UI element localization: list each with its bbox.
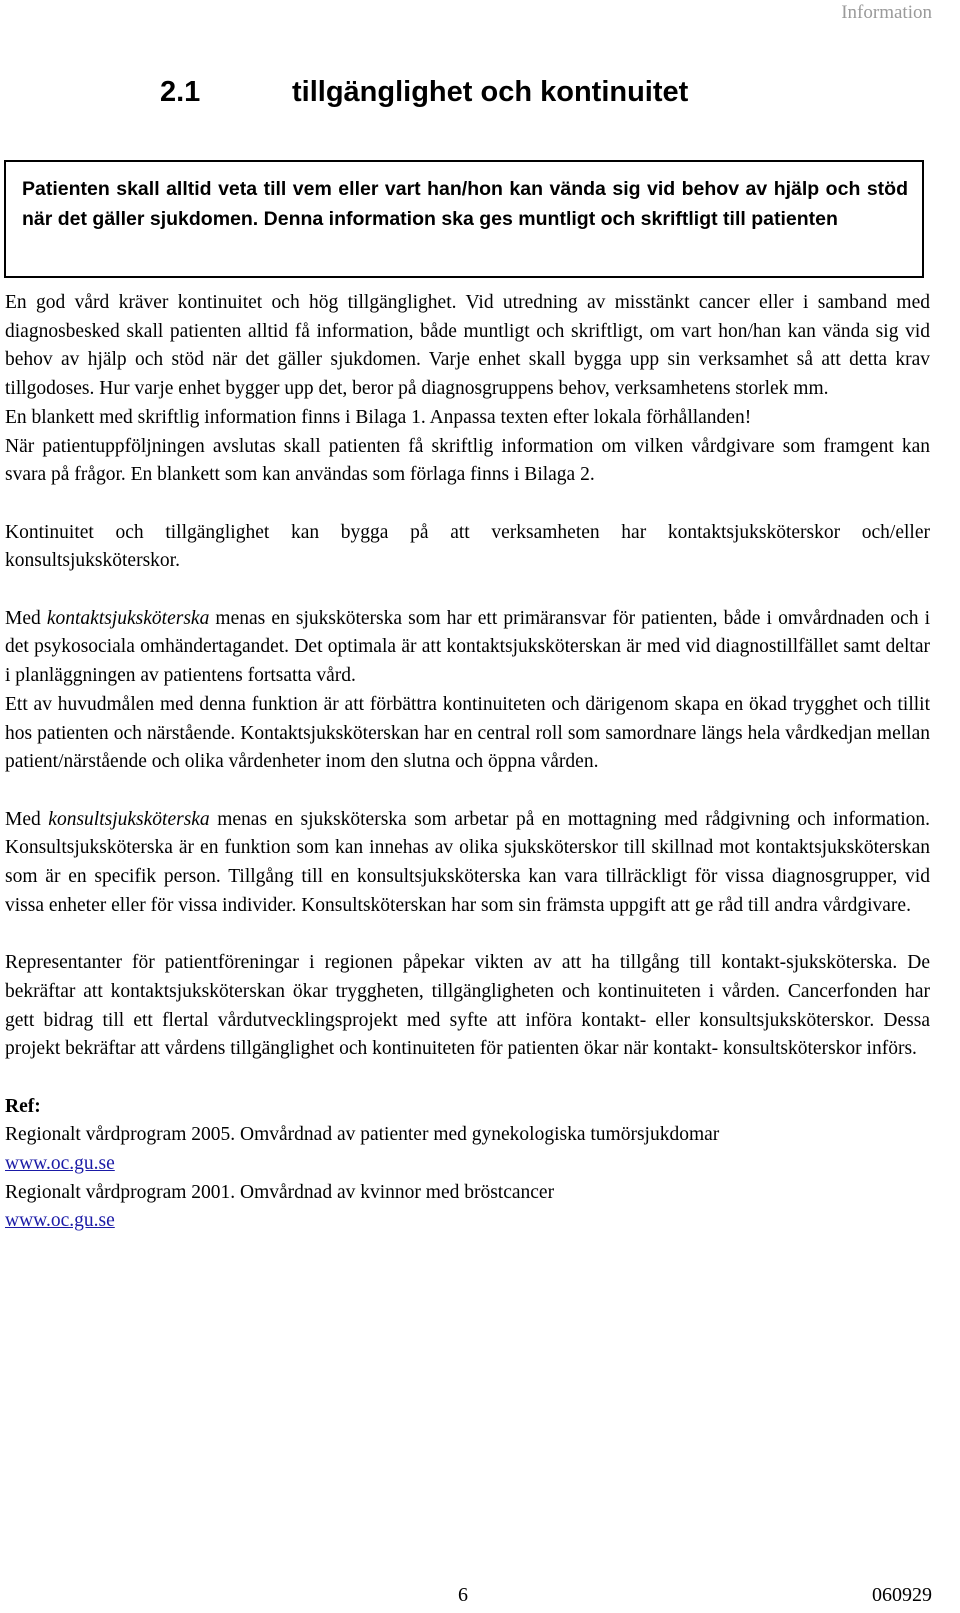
reference-item [5, 1121, 930, 1178]
term-kontaktsjukskoterska: kontaktsjuksköterska [46, 607, 210, 629]
section-number: 2.1 [160, 76, 201, 108]
paragraph: Representanter för patientföreningar i regionen påpekar vikten av att ha tillgång till kontakt-sjuksköterska. De bekräftar att kontaktsjuksköterskan ökar tryggheten, tillgängligheten och kontinuiteten i vården. Cancerfonden har gett bidrag till ett flertal vårdutvecklingsprojekt med syfte att införa kontakt- eller konsultsjuksköterskor. Dessa projekt bekräftar att vårdens tillgänglighet och kontinuiteten för patienten ökar när kontakt- konsultsköterskor införs. [5, 952, 930, 1060]
paragraph: En blankett med skriftlig information finns i Bilaga 1. Anpassa texten efter lokala förhållanden! [5, 406, 752, 428]
header-label: Information [841, 2, 932, 23]
paragraph [5, 605, 930, 691]
references-title: Ref: [5, 1095, 41, 1117]
section-heading [160, 76, 688, 109]
summary-text: Patienten skall alltid veta till vem eller vart han/hon kan vända sig vid behov av hjälp och stöd när det gäller sjukdomen. Denna information ska ges muntligt och skriftligt till patienten [22, 178, 908, 230]
paragraph: När patientuppföljningen avslutas skall patienten få skriftlig information om vilken vårdgivare som framgent kan svara på frågor. En blankett som kan användas som förlaga finns i Bilaga 2. [5, 435, 930, 486]
paragraph: Kontinuitet och tillgänglighet kan bygga på att verksamheten har kontaktsjuksköterskor och/eller konsultsjuksköterskor. [5, 521, 930, 572]
summary-box [4, 160, 924, 278]
text-run: menas en sjuksköterska som arbetar på en mottagning med rådgivning och information. Konsultsjuksköterska är en funktion som kan innehas av olika sjuksköterskor till skillnad mot kontaktsjuksköterskan som är en specifik person. Tillgång till en konsultsjuksköterska kan vara tillräckligt för vissa diagnosgrupper, vid vissa enheter eller för vissa individer. Konsultsköterskan har som sin främsta uppgift att ge råd till andra vårdgivare. [5, 808, 930, 916]
paragraph: En god vård kräver kontinuitet och hög tillgänglighet. Vid utredning av misstänkt cancer eller i samband med diagnosbesked skall patienten alltid få information, både muntligt och skriftligt, om vart hon/han kan vända sig vid behov av hjälp och stöd när det gäller sjukdomen. Varje enhet skall bygga upp sin verksamhet så att detta krav tillgodoses. Hur varje enhet bygger upp det, beror på diagnosgruppens behov, verksamhetens storlek mm. [5, 292, 930, 400]
reference-item [5, 1179, 930, 1236]
reference-link[interactable]: www.oc.gu.se [5, 1153, 115, 1175]
reference-link[interactable]: www.oc.gu.se [5, 1210, 115, 1232]
text-run: menas en sjuksköterska som har ett primäransvar för patienten, både i omvårdnaden och i det psykosociala omhändertagandet. Det optimala är att kontaktsjuksköterskan är med vid diagnostillfället samt deltar i planläggningen av patientens fortsatta vård. [5, 607, 930, 687]
text-run: Med [5, 808, 49, 830]
reference-text: Regionalt vårdprogram 2001. Omvårdnad av kvinnor med bröstcancer [5, 1181, 555, 1203]
paragraph [5, 806, 930, 921]
page-number: 6 [458, 1584, 468, 1606]
document-date: 060929 [872, 1584, 932, 1606]
term-konsultsjukskoterska: konsultsjuksköterska [48, 808, 210, 830]
body-text [5, 289, 930, 1236]
section-title: tillgänglighet och kontinuitet [292, 76, 689, 108]
paragraph: Ett av huvudmålen med denna funktion är att förbättra kontinuiteten och därigenom skapa en ökad trygghet och tillit hos patienten och närstående. Kontaktsjuksköterskan har en central roll som samordnare längs hela vårdkedjan mellan patient/närstående och olika vårdenheter inom den slutna och öppna vården. [5, 693, 930, 773]
reference-text: Regionalt vårdprogram 2005. Omvårdnad av patienter med gynekologiska tumörsjukdomar [5, 1124, 720, 1146]
text-run: Med [5, 607, 47, 629]
